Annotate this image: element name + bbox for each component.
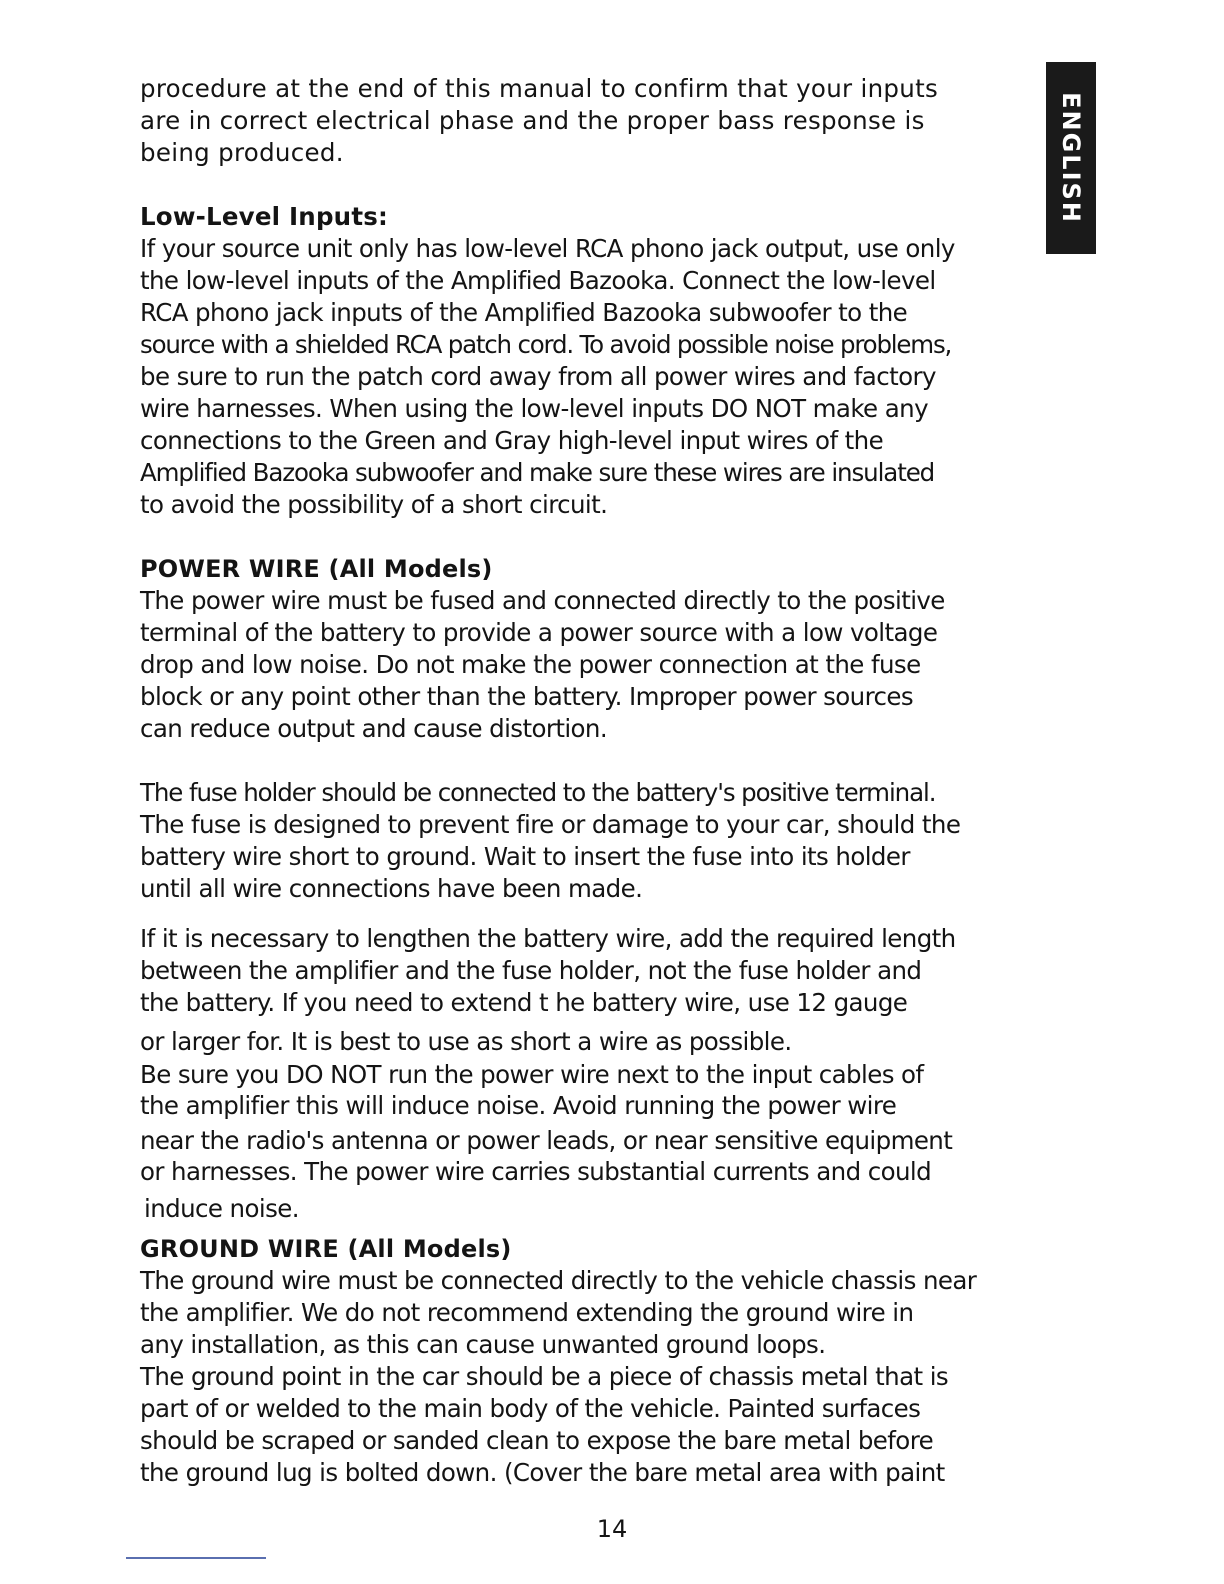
fuse-line: The fuse is designed to prevent fire or damage to your car, should the xyxy=(140,810,961,839)
ground-wire-line: the ground lug is bolted down. (Cover the bare metal area with paint xyxy=(140,1458,945,1487)
fuse-line: battery wire short to ground. Wait to insert the fuse into its holder xyxy=(140,842,910,871)
low-level-line: wire harnesses. When using the low-level inputs DO NOT make any xyxy=(140,394,928,423)
battery-line: the battery. If you need to extend t he battery wire, use 12 gauge xyxy=(140,988,908,1017)
power-wire-heading: POWER WIRE (All Models) xyxy=(140,555,493,583)
intro-line: being produced. xyxy=(140,138,344,167)
battery-line: near the radio's antenna or power leads, or near sensitive equipment xyxy=(140,1126,953,1155)
battery-line: If it is necessary to lengthen the battery wire, add the required length xyxy=(140,924,956,953)
page-number: 14 xyxy=(596,1515,628,1543)
language-tab xyxy=(1046,62,1096,254)
battery-line: induce noise. xyxy=(144,1194,299,1223)
low-level-line: to avoid the possibility of a short circuit. xyxy=(140,490,608,519)
power-wire-line: block or any point other than the battery. Improper power sources xyxy=(140,682,914,711)
ground-wire-line: part of or welded to the main body of the vehicle. Painted surfaces xyxy=(140,1394,921,1423)
battery-line: or larger for. It is best to use as short a wire as possible. xyxy=(140,1027,792,1056)
low-level-line: source with a shielded RCA patch cord. To avoid possible noise problems, xyxy=(140,330,952,359)
ground-wire-line: The ground wire must be connected directly to the vehicle chassis near xyxy=(140,1266,977,1295)
low-level-line: connections to the Green and Gray high-level input wires of the xyxy=(140,426,884,455)
intro-line: procedure at the end of this manual to confirm that your inputs xyxy=(140,74,939,103)
ground-wire-line: The ground point in the car should be a piece of chassis metal that is xyxy=(140,1362,949,1391)
low-level-heading: Low-Level Inputs: xyxy=(140,202,389,231)
battery-line: Be sure you DO NOT run the power wire next to the input cables of xyxy=(140,1060,924,1089)
footer-rule xyxy=(126,1557,266,1559)
intro-line: are in correct electrical phase and the proper bass response is xyxy=(140,106,925,135)
fuse-line: until all wire connections have been made. xyxy=(140,874,643,903)
ground-wire-line: should be scraped or sanded clean to expose the bare metal before xyxy=(140,1426,934,1455)
power-wire-line: can reduce output and cause distortion. xyxy=(140,714,608,743)
ground-wire-heading: GROUND WIRE (All Models) xyxy=(140,1235,512,1263)
low-level-line: the low-level inputs of the Amplified Bazooka. Connect the low-level xyxy=(140,266,936,295)
low-level-line: If your source unit only has low-level RCA phono jack output, use only xyxy=(140,234,955,263)
battery-line: between the amplifier and the fuse holder, not the fuse holder and xyxy=(140,956,922,985)
power-wire-line: drop and low noise. Do not make the power connection at the fuse xyxy=(140,650,921,679)
power-wire-line: terminal of the battery to provide a power source with a low voltage xyxy=(140,618,938,647)
ground-wire-line: the amplifier. We do not recommend extending the ground wire in xyxy=(140,1298,914,1327)
low-level-line: Amplified Bazooka subwoofer and make sure these wires are insulated xyxy=(140,458,935,487)
fuse-line: The fuse holder should be connected to the battery's positive terminal. xyxy=(140,778,936,807)
battery-line: the amplifier this will induce noise. Avoid running the power wire xyxy=(140,1091,897,1120)
language-tab-label: ENGLISH xyxy=(1057,92,1085,224)
power-wire-line: The power wire must be fused and connected directly to the positive xyxy=(140,586,945,615)
low-level-line: RCA phono jack inputs of the Amplified Bazooka subwoofer to the xyxy=(140,298,908,327)
low-level-line: be sure to run the patch cord away from all power wires and factory xyxy=(140,362,936,391)
battery-line: or harnesses. The power wire carries substantial currents and could xyxy=(140,1157,932,1186)
ground-wire-line: any installation, as this can cause unwanted ground loops. xyxy=(140,1330,826,1359)
